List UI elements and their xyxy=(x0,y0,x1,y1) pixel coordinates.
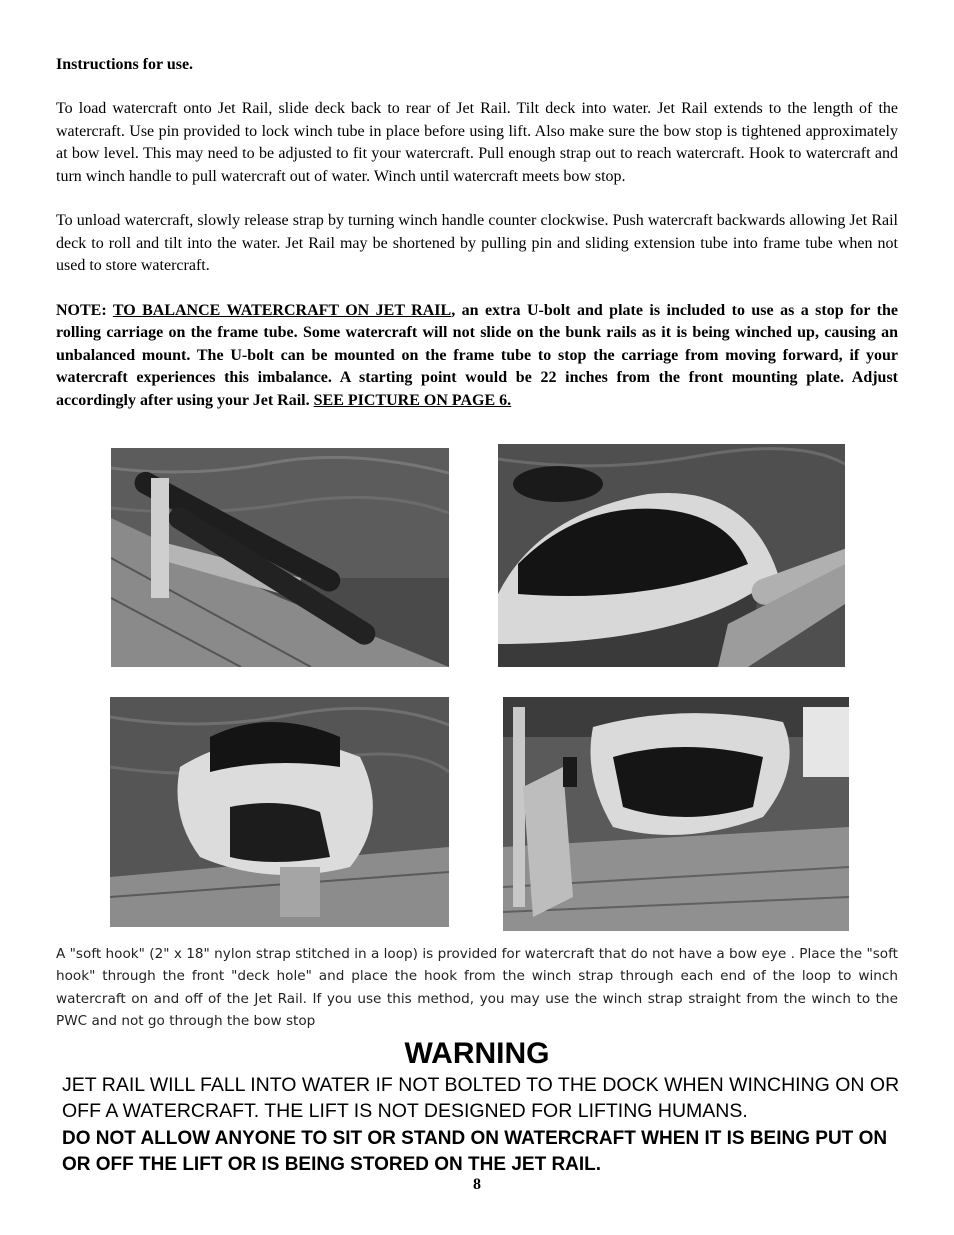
unloading-paragraph: To unload watercraft, slowly release strap by turning winch handle counter clockwise. Push watercraft backwards allowing Jet Rail deck to roll and tilt into the water. Jet Rail may be shortened by pulling pin and sliding extension tube into frame tube when not used to store watercraft. xyxy=(56,212,898,274)
photo-watercraft-on-rail xyxy=(498,444,845,667)
soft-hook-caption: A "soft hook" (2" x 18" nylon strap stitched in a loop) is provided for watercraft that do not have a bow eye . Place the "soft hook" through the front "deck hole" and place the hook from the winch strap through each end of the loop to winch watercraft on and off of the Jet Rail. If you use this method, you may use the winch strap straight from the winch to the PWC and not go through the bow stop xyxy=(56,946,898,1030)
warning-title: WARNING xyxy=(404,1037,550,1070)
instructions-heading: Instructions for use. xyxy=(56,56,194,73)
warning-text: JET RAIL WILL FALL INTO WATER IF NOT BOLTED TO THE DOCK WHEN WINCHING ON OR OFF A WATERCRAFT. THE LIFT IS NOT DESIGNED FOR LIFTING HUMANS. xyxy=(62,1074,900,1122)
page-number: 8 xyxy=(473,1176,481,1193)
note-underlined-heading: TO BALANCE WATERCRAFT ON JET RAIL xyxy=(112,301,452,319)
photo-jet-rail-on-dock xyxy=(111,448,449,667)
note-body: , an extra U-bolt and plate is included to use as a stop for the rolling carriage on the frame tube. Some watercraft will not slide on the bunk rails as it is being winched up, causing an unbalanced mount. The U-bolt can be mounted on the frame tube to stop the carriage from moving forward, if your watercraft experiences this imbalance. A starting point would be 22 inches from the front mounting plate. Adjust accordingly after using your Jet Rail. xyxy=(56,301,898,409)
photo-watercraft-lifted-winch xyxy=(503,697,849,931)
note-label: NOTE: xyxy=(56,301,113,319)
photo-watercraft-stern-view xyxy=(110,697,449,927)
instructions-section xyxy=(56,54,898,412)
see-picture-reference: SEE PICTURE ON PAGE 6. xyxy=(313,391,512,409)
warning-bold-text: DO NOT ALLOW ANYONE TO SIT OR STAND ON WATERCRAFT WHEN IT IS BEING PUT ON OR OFF THE LIFT OR IS BEING STORED ON THE JET RAIL. xyxy=(62,1128,888,1175)
balance-note xyxy=(56,300,898,413)
loading-paragraph: To load watercraft onto Jet Rail, slide deck back to rear of Jet Rail. Tilt deck into water. Jet Rail extends to the length of the watercraft. Use pin provided to lock winch tube in place before using lift. Also make sure the bow stop is tightened approximately at bow level. This may need to be adjusted to fit your watercraft. Pull enough strap out to reach watercraft. Hook to watercraft and turn winch handle to pull watercraft out of water. Winch until watercraft meets bow stop. xyxy=(56,100,898,185)
